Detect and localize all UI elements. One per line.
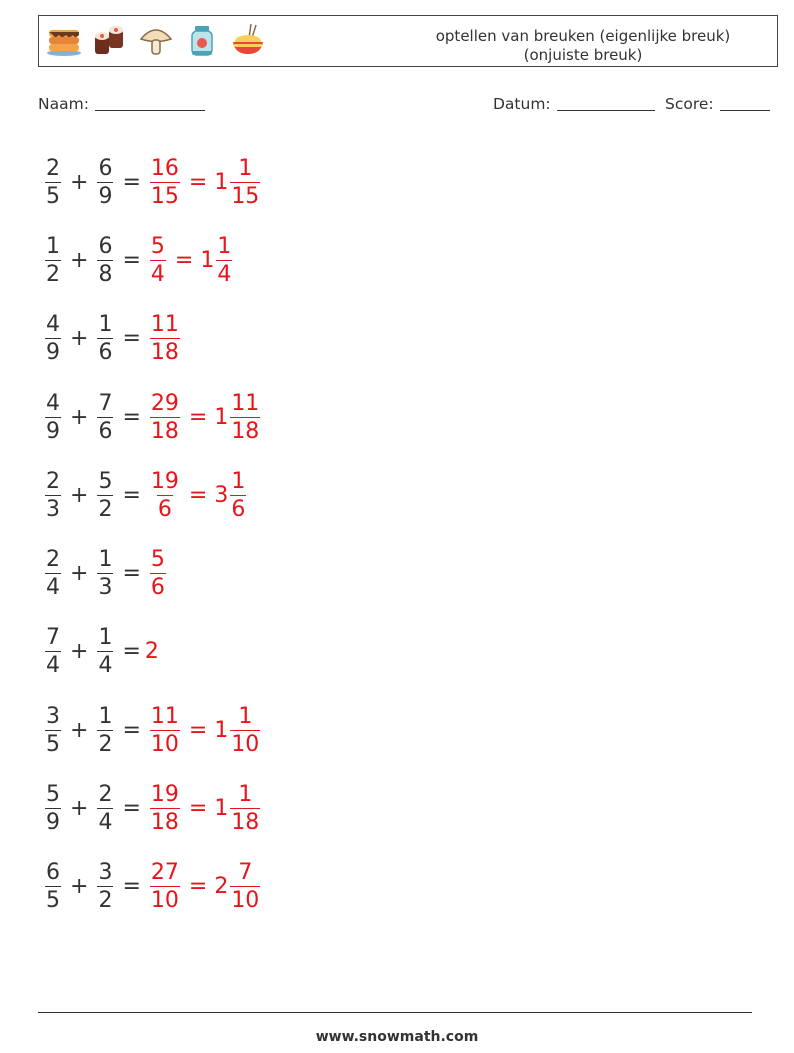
score-blank[interactable]: [720, 94, 770, 111]
mixed-whole: 1: [214, 404, 229, 430]
numerator: 1: [238, 782, 253, 808]
denominator: 5: [46, 183, 60, 209]
numerator: 1: [238, 155, 253, 181]
denominator: 15: [231, 183, 260, 209]
fraction: [45, 390, 61, 445]
fraction: [150, 703, 180, 758]
numerator: 2: [46, 547, 60, 573]
title-line-2: (onjuiste breuk): [523, 46, 643, 64]
plus-sign: +: [70, 639, 89, 665]
equals-sign: =: [122, 874, 141, 900]
denominator: 10: [231, 888, 260, 914]
score-field: [665, 94, 770, 113]
numerator: 4: [46, 390, 60, 416]
denominator: 2: [98, 731, 113, 757]
fraction: [45, 703, 61, 758]
jam-jar-icon: [183, 22, 221, 60]
numerator: 1: [98, 625, 113, 651]
denominator: 3: [98, 575, 113, 601]
denominator: 18: [150, 418, 179, 444]
numerator: 11: [150, 703, 179, 729]
numerator: 5: [150, 547, 165, 573]
denominator: 10: [150, 731, 179, 757]
plus-sign: +: [70, 326, 89, 352]
fraction: [150, 390, 180, 445]
problem-row: [40, 143, 265, 221]
fraction: [230, 390, 260, 445]
problem-row: [40, 769, 265, 847]
rice-bowl-icon: [229, 22, 267, 60]
fraction: [230, 468, 246, 523]
denominator: 4: [98, 653, 113, 679]
numerator: 6: [98, 155, 113, 181]
mixed-whole: 1: [214, 717, 229, 743]
score-label: Score:: [665, 95, 714, 113]
fraction: [97, 155, 113, 210]
fraction: [45, 155, 61, 210]
numerator: 2: [46, 155, 60, 181]
equals-sign: =: [122, 639, 141, 665]
fraction: [45, 624, 61, 679]
denominator: 4: [150, 261, 165, 287]
denominator: 6: [98, 340, 113, 366]
numerator: 1: [98, 703, 113, 729]
fraction: [45, 781, 61, 836]
plus-sign: +: [70, 169, 89, 195]
fraction: [230, 781, 260, 836]
fraction: [97, 781, 113, 836]
name-field: [38, 94, 205, 113]
numerator: 11: [231, 390, 260, 416]
numerator: 5: [150, 233, 165, 259]
denominator: 6: [231, 496, 246, 522]
numerator: 1: [217, 233, 232, 259]
numerator: 7: [238, 860, 253, 886]
numerator: 7: [98, 390, 113, 416]
denominator: 9: [98, 183, 113, 209]
equals-sign: =: [122, 169, 141, 195]
fraction: [45, 859, 61, 914]
fraction: [150, 468, 180, 523]
denominator: 2: [98, 496, 113, 522]
mixed-whole: 3: [214, 482, 229, 508]
answer-equals: =: [188, 874, 208, 900]
problem-row: [40, 848, 265, 926]
plus-sign: +: [70, 561, 89, 587]
numerator: 2: [46, 468, 60, 494]
denominator: 5: [46, 888, 60, 914]
date-blank[interactable]: [557, 94, 655, 111]
fraction: [97, 311, 113, 366]
numerator: 6: [46, 860, 60, 886]
denominator: 10: [150, 888, 179, 914]
mixed-whole: 1: [214, 169, 229, 195]
numerator: 7: [46, 625, 60, 651]
plus-sign: +: [70, 247, 89, 273]
fraction: [230, 703, 260, 758]
denominator: 18: [150, 340, 179, 366]
mixed-whole: 1: [200, 247, 215, 273]
fraction: [97, 624, 113, 679]
problem-row: [40, 456, 265, 534]
numerator: 16: [150, 155, 179, 181]
date-label: Datum:: [493, 95, 551, 113]
numerator: 19: [150, 782, 179, 808]
denominator: 18: [231, 418, 260, 444]
mixed-whole: 1: [214, 796, 229, 822]
answer-whole: 2: [144, 639, 159, 665]
denominator: 2: [98, 888, 113, 914]
denominator: 6: [98, 418, 113, 444]
numerator: 19: [150, 468, 179, 494]
header-icons: [45, 22, 275, 60]
denominator: 10: [231, 731, 260, 757]
footer-divider: [38, 1012, 752, 1013]
numerator: 4: [46, 312, 60, 338]
problem-row: [40, 221, 265, 299]
fraction: [150, 233, 166, 288]
fraction: [45, 233, 61, 288]
numerator: 1: [98, 547, 113, 573]
denominator: 15: [150, 183, 179, 209]
fraction: [230, 155, 260, 210]
plus-sign: +: [70, 874, 89, 900]
equals-sign: =: [122, 404, 141, 430]
numerator: 5: [98, 468, 113, 494]
fraction: [97, 859, 113, 914]
equals-sign: =: [122, 796, 141, 822]
denominator: 9: [46, 810, 60, 836]
denominator: 4: [46, 653, 60, 679]
numerator: 3: [98, 860, 113, 886]
fraction: [97, 390, 113, 445]
fraction: [150, 546, 166, 601]
fraction: [97, 703, 113, 758]
equals-sign: =: [122, 482, 141, 508]
mixed-whole: 2: [214, 874, 229, 900]
plus-sign: +: [70, 796, 89, 822]
fraction: [150, 155, 180, 210]
equals-sign: =: [122, 561, 141, 587]
equals-sign: =: [122, 326, 141, 352]
numerator: 6: [98, 233, 113, 259]
answer-equals: =: [188, 796, 208, 822]
date-field: [493, 94, 655, 113]
fraction: [150, 781, 180, 836]
problem-row: [40, 300, 265, 378]
denominator: 8: [98, 261, 113, 287]
problem-list: [40, 143, 265, 926]
fraction: [150, 859, 180, 914]
denominator: 9: [46, 418, 60, 444]
footer-url: www.snowmath.com: [315, 1029, 479, 1045]
denominator: 18: [150, 810, 179, 836]
fraction: [150, 311, 180, 366]
numerator: 2: [98, 782, 113, 808]
denominator: 6: [150, 575, 165, 601]
numerator: 1: [231, 468, 246, 494]
denominator: 4: [217, 261, 232, 287]
equals-sign: =: [122, 717, 141, 743]
numerator: 3: [46, 703, 60, 729]
denominator: 18: [231, 810, 260, 836]
fraction: [45, 546, 61, 601]
problem-row: [40, 534, 265, 612]
pancake-stack-icon: [45, 22, 83, 60]
numerator: 29: [150, 390, 179, 416]
numerator: 1: [46, 233, 60, 259]
denominator: 3: [46, 496, 60, 522]
plus-sign: +: [70, 482, 89, 508]
fraction: [216, 233, 232, 288]
name-blank[interactable]: [95, 94, 205, 111]
equals-sign: =: [122, 247, 141, 273]
denominator: 9: [46, 340, 60, 366]
denominator: 6: [157, 496, 172, 522]
problem-row: [40, 691, 265, 769]
numerator: 1: [238, 703, 253, 729]
worksheet-header: [38, 15, 778, 67]
numerator: 1: [98, 312, 113, 338]
problem-row: [40, 378, 265, 456]
mushroom-icon: [137, 22, 175, 60]
title-line-1: optellen van breuken (eigenlijke breuk): [435, 27, 731, 45]
answer-equals: =: [188, 169, 208, 195]
fraction: [97, 233, 113, 288]
fraction: [97, 546, 113, 601]
answer-equals: =: [188, 404, 208, 430]
problem-row: [40, 613, 265, 691]
answer-equals: =: [188, 717, 208, 743]
numerator: 27: [150, 860, 179, 886]
answer-equals: =: [188, 482, 208, 508]
fraction: [230, 859, 260, 914]
fraction: [45, 468, 61, 523]
worksheet-title: [423, 27, 743, 65]
plus-sign: +: [70, 404, 89, 430]
fraction: [45, 311, 61, 366]
name-label: Naam:: [38, 95, 89, 113]
denominator: 4: [98, 810, 113, 836]
numerator: 11: [150, 312, 179, 338]
denominator: 4: [46, 575, 60, 601]
sushi-rolls-icon: [91, 22, 129, 60]
denominator: 2: [46, 261, 60, 287]
denominator: 5: [46, 731, 60, 757]
fraction: [97, 468, 113, 523]
answer-equals: =: [174, 247, 194, 273]
plus-sign: +: [70, 717, 89, 743]
numerator: 5: [46, 782, 60, 808]
